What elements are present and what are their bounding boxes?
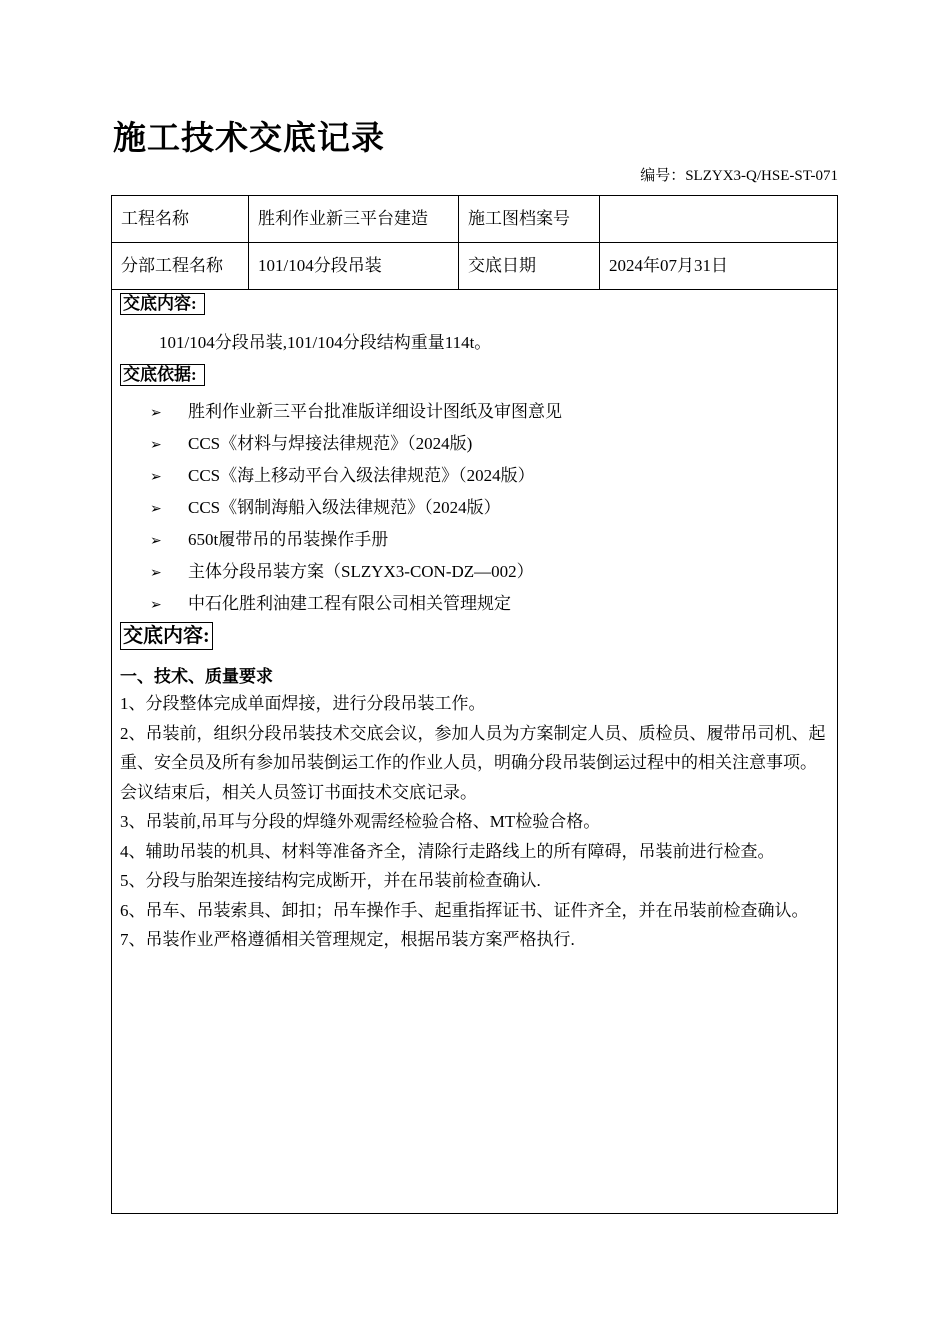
requirement-item: 1、分段整体完成单面焊接，进行分段吊装工作。 [120, 694, 486, 713]
arrow-bullet-icon: ➢ [150, 597, 162, 613]
arrow-bullet-icon: ➢ [150, 469, 162, 485]
arrow-bullet-icon: ➢ [150, 437, 162, 453]
project-name-label: 工程名称 [112, 196, 249, 242]
project-name-value: 胜利作业新三平台建造 [249, 196, 459, 242]
record-table [111, 195, 838, 1214]
requirement-item: 3、吊装前,吊耳与分段的焊缝外观需经检验合格、MT检验合格。 [120, 812, 601, 831]
document-title: 施工技术交底记录 [113, 118, 385, 157]
basis-item: ➢ 胜利作业新三平台批准版详细设计图纸及审图意见 [150, 402, 562, 421]
arrow-bullet-icon: ➢ [150, 533, 162, 549]
requirement-item: 5、分段与胎架连接结构完成断开，并在吊装前检查确认. [120, 871, 541, 890]
basis-item: ➢ CCS《钢制海船入级法律规范》（2024版） [150, 498, 501, 517]
basis-item: ➢ 中石化胜利油建工程有限公司相关管理规定 [150, 594, 511, 613]
table-row [112, 243, 837, 290]
document-number: 编号：SLZYX3-Q/HSE-ST-071 [640, 168, 838, 184]
content-text: 101/104分段吊装,101/104分段结构重量114t。 [159, 333, 492, 352]
arrow-bullet-icon: ➢ [150, 405, 162, 421]
basis-item: ➢ 主体分段吊装方案（SLZYX3-CON-DZ—002） [150, 562, 534, 581]
requirements-list [120, 689, 832, 955]
table-row [112, 196, 837, 243]
briefing-date-label: 交底日期 [459, 243, 600, 289]
arrow-bullet-icon: ➢ [150, 565, 162, 581]
requirement-item: 6、吊车、吊装索具、卸扣；吊车操作手、起重指挥证书、证件齐全，并在吊装前检查确认。 [120, 900, 809, 920]
arrow-bullet-icon: ➢ [150, 501, 162, 517]
basis-item: ➢ CCS《材料与焊接法律规范》（2024版) [150, 434, 473, 453]
content-label: 交底内容: [120, 293, 205, 315]
sub-project-label: 分部工程名称 [112, 243, 249, 289]
drawing-archive-value [600, 196, 837, 242]
content-label-2: 交底内容: [120, 622, 213, 650]
requirement-item: 2、吊装前，组织分段吊装技术交底会议，参加人员为方案制定人员、质检员、履带吊司机、起重、安全员及所有参加吊装倒运工作的作业人员，明确分段吊装倒运过程中的相关注意事项。会议结束后，相关人员签订书面技术交底记录。 [120, 723, 826, 802]
requirement-item: 7、吊装作业严格遵循相关管理规定，根据吊装方案严格执行. [120, 930, 575, 949]
sub-project-value: 101/104分段吊装 [249, 243, 459, 289]
basis-item: ➢ 650t履带吊的吊装操作手册 [150, 530, 389, 549]
basis-label: 交底依据: [120, 364, 205, 386]
section-title: 一、技术、质量要求 [120, 667, 273, 686]
briefing-date-value: 2024年07月31日 [609, 256, 728, 275]
drawing-archive-label: 施工图档案号 [459, 196, 600, 242]
basis-item: ➢ CCS《海上移动平台入级法律规范》（2024版） [150, 466, 535, 485]
requirement-item: 4、辅助吊装的机具、材料等准备齐全，清除行走路线上的所有障碍，吊装前进行检查。 [120, 841, 775, 861]
